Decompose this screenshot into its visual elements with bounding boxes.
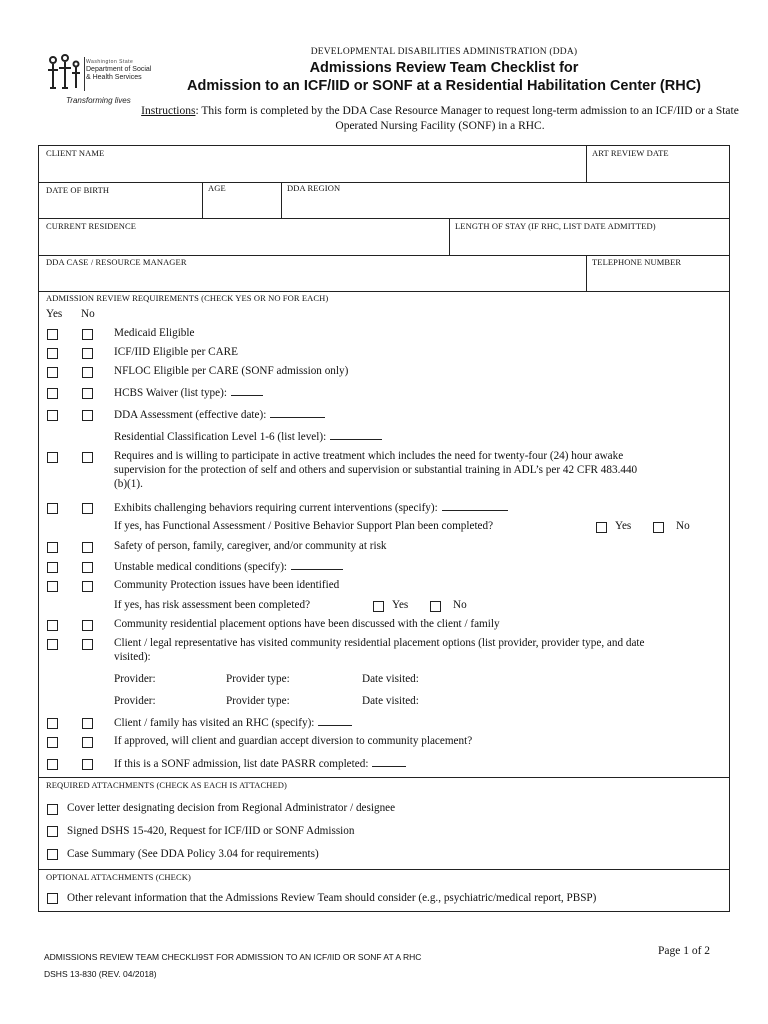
item-active-treatment-l3: (b)(1). bbox=[114, 478, 143, 490]
pasrr-blank[interactable] bbox=[372, 756, 406, 767]
no-column-header: No bbox=[81, 308, 95, 320]
rhc-visited-no-checkbox[interactable] bbox=[82, 718, 93, 729]
form-title-line1: Admissions Review Team Checklist for bbox=[309, 60, 579, 76]
item-medical-text: Unstable medical conditions (specify): bbox=[114, 561, 288, 573]
item-hcbs-text: HCBS Waiver (list type): bbox=[114, 387, 227, 399]
item-medical bbox=[114, 559, 343, 574]
dda-assessment-no-checkbox[interactable] bbox=[82, 410, 93, 421]
provider-type-label-2: Provider type: bbox=[226, 695, 290, 707]
requirements-heading: ADMISSION REVIEW REQUIREMENTS (CHECK YES OR NO FOR EACH) bbox=[46, 293, 329, 303]
item-pasrr bbox=[114, 756, 406, 771]
risk-assessment-no-checkbox[interactable] bbox=[430, 601, 441, 612]
dda-assessment-blank[interactable] bbox=[270, 407, 325, 418]
dda-assessment-yes-checkbox[interactable] bbox=[47, 410, 58, 421]
signed-dshs-checkbox[interactable] bbox=[47, 826, 58, 837]
nfloc-yes-checkbox[interactable] bbox=[47, 367, 58, 378]
item-placement-discussed: Community residential placement options have been discussed with the client / family bbox=[114, 618, 500, 630]
admin-name: DEVELOPMENTAL DISABILITIES ADMINISTRATION (DDA) bbox=[310, 47, 578, 57]
instructions-label: Instructions bbox=[141, 105, 196, 117]
attachment-other-info: Other relevant information that the Admissions Review Team should consider (e.g., psychiatric/medical report, PBSP) bbox=[67, 892, 597, 904]
date-of-birth-label: DATE OF BIRTH bbox=[46, 185, 110, 195]
item-diversion: If approved, will client and guardian accept diversion to community placement? bbox=[114, 735, 473, 747]
safety-no-checkbox[interactable] bbox=[82, 542, 93, 553]
provider-label-2: Provider: bbox=[114, 695, 156, 707]
footer-form-name: ADMISSIONS REVIEW TEAM CHECKLI9ST FOR ADMISSION TO AN ICF/IID OR SONF AT A RHC bbox=[44, 952, 422, 962]
item-safety: Safety of person, family, caregiver, and/or community at risk bbox=[114, 540, 387, 552]
item-residential-class bbox=[114, 429, 382, 444]
cover-letter-checkbox[interactable] bbox=[47, 804, 58, 815]
medicaid-yes-checkbox[interactable] bbox=[47, 329, 58, 340]
item-pasrr-text: If this is a SONF admission, list date PASRR completed: bbox=[114, 758, 369, 770]
footer-form-info bbox=[44, 949, 421, 983]
other-info-checkbox[interactable] bbox=[47, 893, 58, 904]
item-nfloc: NFLOC Eligible per CARE (SONF admission only) bbox=[114, 365, 349, 377]
form-frame bbox=[38, 145, 730, 912]
item-rhc-visited-text: Client / family has visited an RHC (specify): bbox=[114, 717, 315, 729]
placement-visited-yes-checkbox[interactable] bbox=[47, 639, 58, 650]
client-name-label: CLIENT NAME bbox=[46, 148, 105, 158]
case-manager-label: DDA CASE / RESOURCE MANAGER bbox=[46, 257, 187, 267]
logo-org-line2: & Health Services bbox=[86, 74, 142, 81]
icf-eligible-yes-checkbox[interactable] bbox=[47, 348, 58, 359]
attachment-cover-letter: Cover letter designating decision from Regional Administrator / designee bbox=[67, 802, 396, 814]
icf-eligible-no-checkbox[interactable] bbox=[82, 348, 93, 359]
rhc-visited-blank[interactable] bbox=[318, 715, 352, 726]
hcbs-blank[interactable] bbox=[231, 385, 263, 396]
community-protection-yes-checkbox[interactable] bbox=[47, 581, 58, 592]
date-visited-label-2: Date visited: bbox=[362, 695, 419, 707]
item-hcbs bbox=[114, 385, 263, 400]
age-label: AGE bbox=[208, 183, 226, 193]
item-residential-class-text: Residential Classification Level 1-6 (list level): bbox=[114, 431, 327, 443]
medical-yes-checkbox[interactable] bbox=[47, 562, 58, 573]
item-risk-assessment: If yes, has risk assessment been completed? bbox=[114, 599, 311, 611]
item-behaviors bbox=[114, 500, 508, 515]
instructions bbox=[140, 104, 740, 134]
active-treatment-yes-checkbox[interactable] bbox=[47, 452, 58, 463]
page-number: Page 1 of 2 bbox=[658, 945, 711, 957]
safety-yes-checkbox[interactable] bbox=[47, 542, 58, 553]
residential-class-blank[interactable] bbox=[330, 429, 382, 440]
nfloc-no-checkbox[interactable] bbox=[82, 367, 93, 378]
provider-type-label-1: Provider type: bbox=[226, 673, 290, 685]
art-review-date-label: ART REVIEW DATE bbox=[592, 148, 669, 158]
required-attachments-heading: REQUIRED ATTACHMENTS (CHECK AS EACH IS ATTACHED) bbox=[46, 780, 287, 790]
attachment-case-summary: Case Summary (See DDA Policy 3.04 for requirements) bbox=[67, 848, 319, 860]
item-community-protection: Community Protection issues have been identified bbox=[114, 579, 340, 591]
item-active-treatment-l1: Requires and is willing to participate in active treatment which includes the need for twenty-four (24) hour awake bbox=[114, 450, 624, 462]
placement-discussed-no-checkbox[interactable] bbox=[82, 620, 93, 631]
footer-form-number: DSHS 13-830 (REV. 04/2018) bbox=[44, 969, 157, 979]
logo-org-small: Washington State bbox=[86, 59, 134, 65]
item-rhc-visited bbox=[114, 715, 352, 730]
instructions-text: : This form is completed by the DDA Case Resource Manager to request long-term admission to an ICF/IID or a State Operated Nursing Facility (SONF) in a RHC. bbox=[195, 105, 739, 132]
community-protection-no-checkbox[interactable] bbox=[82, 581, 93, 592]
diversion-yes-checkbox[interactable] bbox=[47, 737, 58, 748]
provider-label-1: Provider: bbox=[114, 673, 156, 685]
date-visited-label-1: Date visited: bbox=[362, 673, 419, 685]
pasrr-no-checkbox[interactable] bbox=[82, 759, 93, 770]
form-title-line2: Admission to an ICF/IID or SONF at a Residential Habilitation Center (RHC) bbox=[187, 78, 701, 94]
risk-assessment-no-label: No bbox=[453, 599, 467, 611]
item-fa-pbsp: If yes, has Functional Assessment / Positive Behavior Support Plan been completed? bbox=[114, 520, 494, 532]
optional-attachments-heading: OPTIONAL ATTACHMENTS (CHECK) bbox=[46, 872, 191, 882]
attachment-signed-dshs: Signed DSHS 15-420, Request for ICF/IID or SONF Admission bbox=[67, 825, 355, 837]
placement-discussed-yes-checkbox[interactable] bbox=[47, 620, 58, 631]
pasrr-yes-checkbox[interactable] bbox=[47, 759, 58, 770]
medical-blank[interactable] bbox=[291, 559, 343, 570]
placement-visited-no-checkbox[interactable] bbox=[82, 639, 93, 650]
yes-column-header: Yes bbox=[46, 308, 63, 320]
current-residence-label: CURRENT RESIDENCE bbox=[46, 221, 137, 231]
item-dda-assessment-text: DDA Assessment (effective date): bbox=[114, 409, 267, 421]
fa-pbsp-no-label: No bbox=[676, 520, 690, 532]
logo-tagline: Transforming lives bbox=[66, 96, 131, 105]
behaviors-blank[interactable] bbox=[442, 500, 508, 511]
item-placement-visited-l2: visited): bbox=[114, 651, 151, 663]
active-treatment-no-checkbox[interactable] bbox=[82, 452, 93, 463]
case-summary-checkbox[interactable] bbox=[47, 849, 58, 860]
fa-pbsp-yes-checkbox[interactable] bbox=[596, 522, 607, 533]
item-active-treatment-l2: supervision for the protection of self and others and supervision or substantial training in ADL’s per 42 CFR 483.440 bbox=[114, 464, 638, 476]
risk-assessment-yes-checkbox[interactable] bbox=[373, 601, 384, 612]
medical-no-checkbox[interactable] bbox=[82, 562, 93, 573]
dda-region-label: DDA REGION bbox=[287, 183, 341, 193]
item-placement-visited-l1: Client / legal representative has visited community residential placement options (list provider, provider type, and date bbox=[114, 637, 645, 649]
risk-assessment-yes-label: Yes bbox=[392, 599, 409, 611]
behaviors-no-checkbox[interactable] bbox=[82, 503, 93, 514]
item-dda-assessment bbox=[114, 407, 325, 422]
item-icf-eligible: ICF/IID Eligible per CARE bbox=[114, 346, 238, 358]
medicaid-no-checkbox[interactable] bbox=[82, 329, 93, 340]
hcbs-yes-checkbox[interactable] bbox=[47, 388, 58, 399]
item-medicaid: Medicaid Eligible bbox=[114, 327, 195, 339]
fa-pbsp-no-checkbox[interactable] bbox=[653, 522, 664, 533]
hcbs-no-checkbox[interactable] bbox=[82, 388, 93, 399]
length-of-stay-label: LENGTH OF STAY (IF RHC, LIST DATE ADMITTED) bbox=[455, 221, 656, 231]
item-behaviors-text: Exhibits challenging behaviors requiring current interventions (specify): bbox=[114, 502, 438, 514]
telephone-label: TELEPHONE NUMBER bbox=[592, 257, 682, 267]
behaviors-yes-checkbox[interactable] bbox=[47, 503, 58, 514]
rhc-visited-yes-checkbox[interactable] bbox=[47, 718, 58, 729]
logo-org-line1: Department of Social bbox=[86, 66, 152, 73]
fa-pbsp-yes-label: Yes bbox=[615, 520, 632, 532]
diversion-no-checkbox[interactable] bbox=[82, 737, 93, 748]
